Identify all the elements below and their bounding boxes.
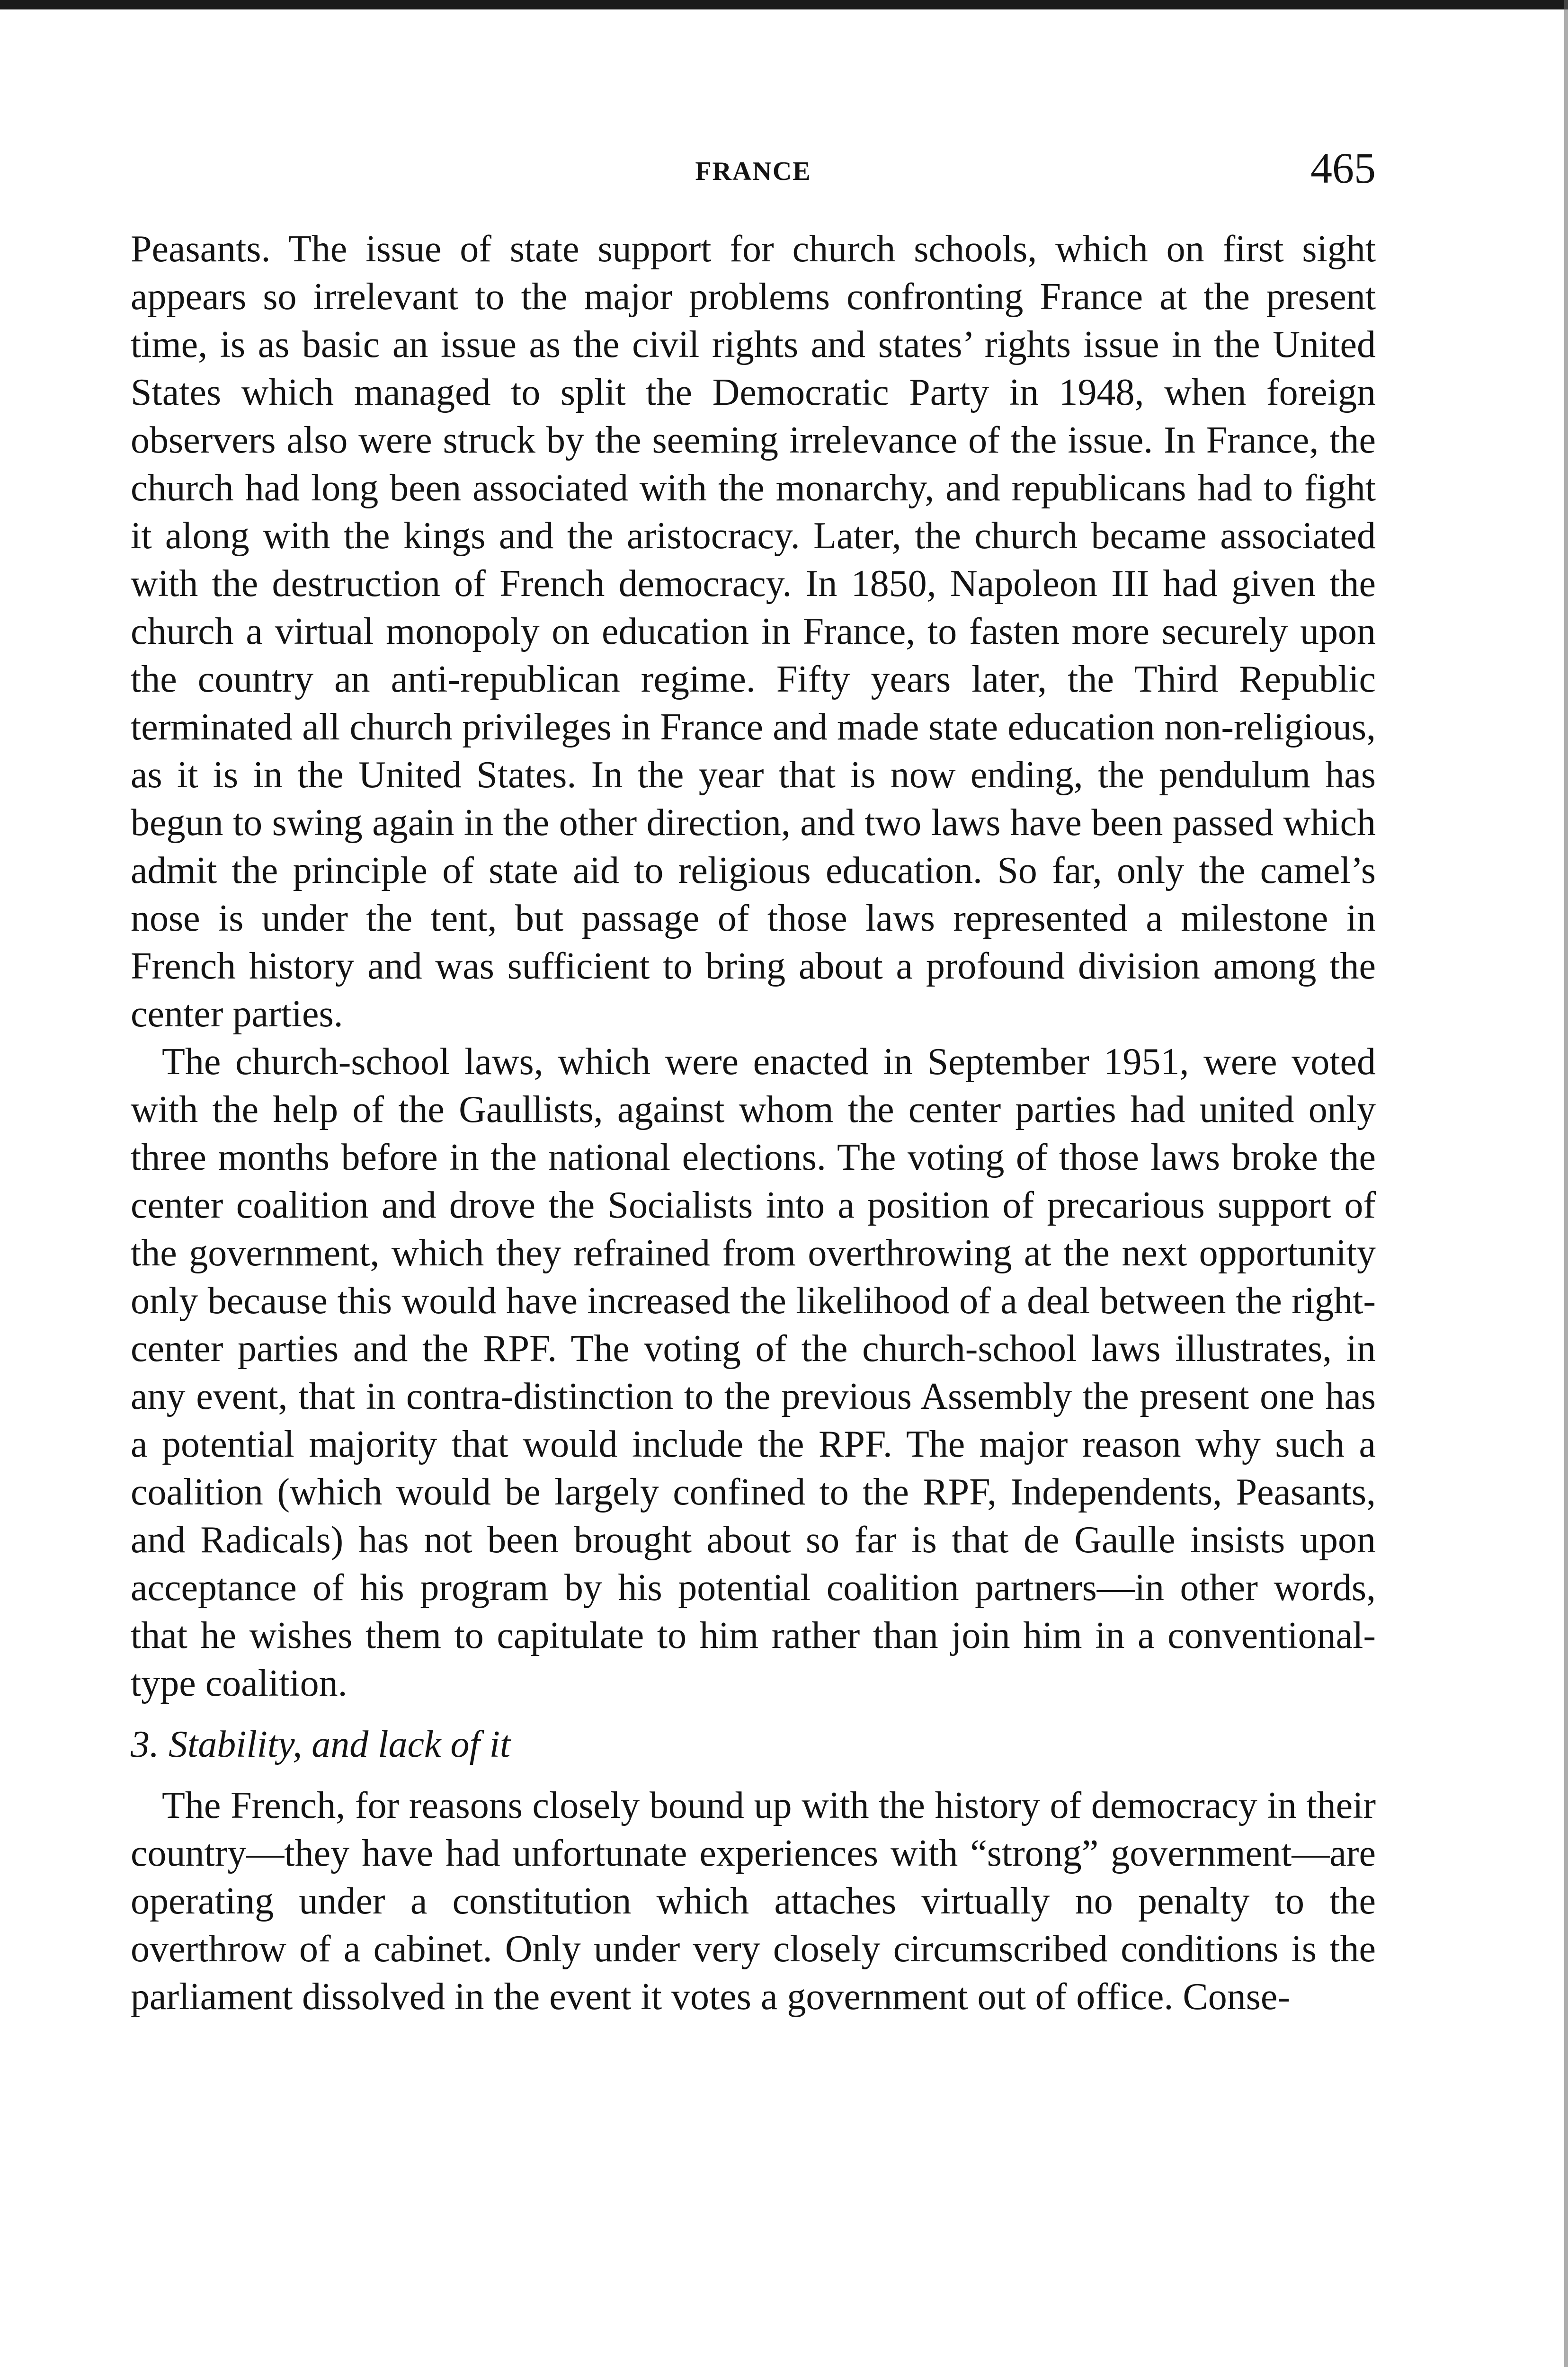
top-edge-rule bbox=[0, 0, 1568, 9]
paragraph-3: The French, for reasons closely bound up with the history of democracy in their country—they have had unfortunate experiences with “strong” government—are operating under a constitution which attaches virtually no penalty to the overthrow of a cabinet. Only under very closely circumscribed conditions is the parliament dissolved in the event it votes a government out of office. Conse- bbox=[131, 1785, 1376, 2018]
paragraph-2: The church-school laws, which were enacted in September 1951, were voted with the help of the Gaullists, against whom the center parties had united only three months before in the national elections. The voting of those laws broke the center coalition and drove the Socialists into a position of precarious support of the government, which they refrained from overthrowing at the next opportunity only because this would have increased the likelihood of a deal between the right-center parties and the RPF. The voting of the church-school laws illustrates, in any event, that in contra-distinction to the previous Assembly the present one has a potential majority that would include the RPF. The major reason why such a coalition (which would be largely confined to the RPF, Independents, Peasants, and Radicals) has not been brought about so far is that de Gaulle insists upon acceptance of his program by his potential coalition partners—in other words, that he wishes them to capitulate to him rather than join him in a conventional-type coalition. bbox=[131, 1041, 1376, 1704]
body-text bbox=[131, 225, 1376, 2021]
section-heading: 3. Stability, and lack of it bbox=[131, 1724, 511, 1765]
paragraph-1: Peasants. The issue of state support for church schools, which on first sight appears so irrelevant to the major problems confronting France at the present time, is as basic an issue as the civil rights and states’ rights issue in the United States which managed to split the Democratic Party in 1948, when foreign observers also were struck by the seeming irrelevance of the issue. In France, the church had long been associated with the monarchy, and republicans had to fight it along with the kings and the aristocracy. Later, the church became associated with the destruction of French democracy. In 1850, Napoleon III had given the church a virtual monopoly on education in France, to fasten more securely upon the country an anti-republican regime. Fifty years later, the Third Republic terminated all church privileges in France and made state education non-religious, as it is in the United States. In the year that is now ending, the pendulum has begun to swing again in the other direction, and two laws have been passed which admit the principle of state aid to religious education. So far, only the camel’s nose is under the tent, but passage of those laws represented a milestone in French history and was sufficient to bring about a profound division among the center parties. bbox=[131, 228, 1376, 1035]
page-header bbox=[131, 142, 1376, 194]
page-edge-shadow bbox=[1564, 0, 1568, 2367]
running-head: FRANCE bbox=[695, 157, 811, 186]
page-number: 465 bbox=[1310, 144, 1376, 192]
